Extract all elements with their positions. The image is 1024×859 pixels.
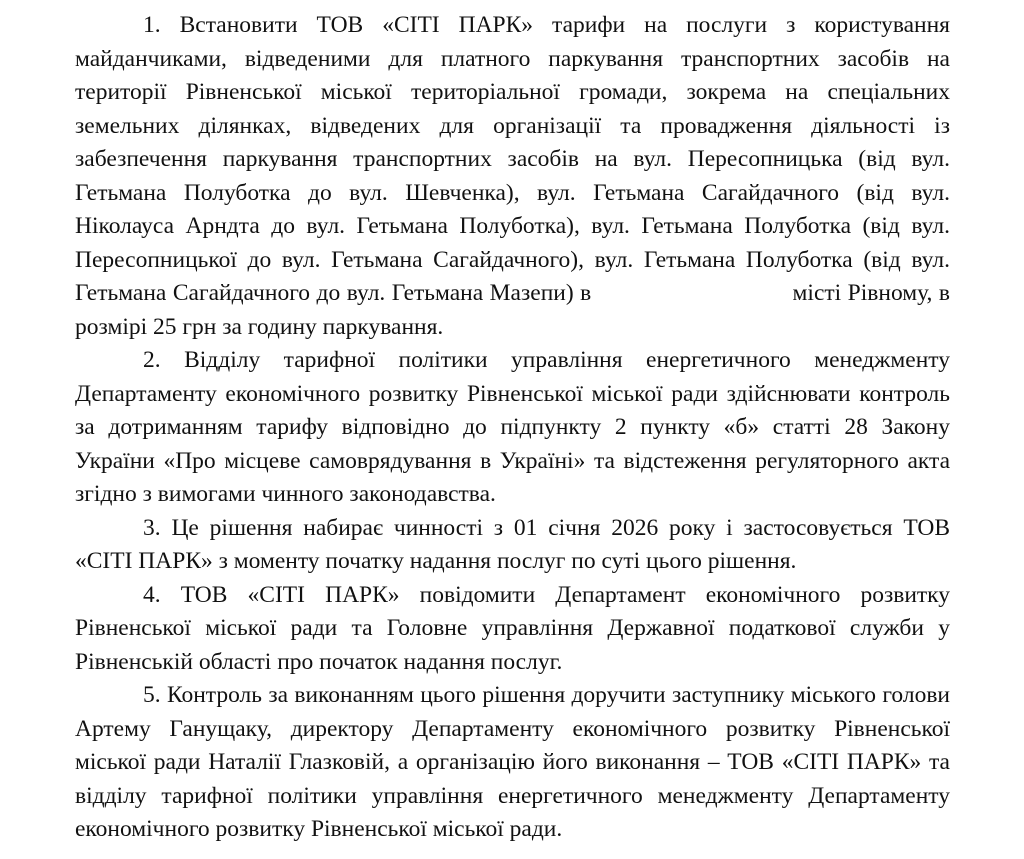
clause-text: Встановити ТОВ «СІТІ ПАРК» тарифи на послуги з користування майданчиками, відведеними для платного паркування транспортних засобів на території Рівненської міської територіальної громади, зокрема на спеціальних земельних ділянках, відведених для організації та провадження діяльності із забезпечення паркування транспортних засобів на вул. Пересопницька (від вул. Гетьмана Полуботка до вул. Шевченка), вул. Гетьмана Сагайдачного (від вул. Ніколауса Арндта до вул. Гетьмана Полуботка), вул. Гетьмана Полуботка (від вул. Пересопницької до вул. Гетьмана Сагайдачного), вул. Гетьмана Полуботка (від вул. Гетьмана Сагайдачного до вул. Гетьмана Мазепи) в місті Рівному, в розмірі 25 грн за годину паркування. (75, 12, 956, 340)
clause-5 (75, 679, 950, 847)
clause-1 (75, 9, 956, 344)
clause-number: 1. (143, 12, 161, 38)
clause-number: 3. (143, 514, 161, 541)
clause-number: 2. (143, 347, 161, 373)
clause-3 (75, 512, 950, 579)
clause-text: Контроль за виконанням цього рішення доручити заступнику міського голови Артему Ганущаку, директору Департаменту економічного розвитку Рівненської міської ради Наталії Глазковій, а організацію його виконання – ТОВ «СІТІ ПАРК» та відділу тарифної політики управління енергетичного менеджменту Департаменту економічного розвитку Рівненської міської ради. (75, 682, 951, 842)
clause-number: 5. (143, 682, 161, 708)
clause-text: Це рішення набирає чинності з 01 січня 2026 року і застосовується ТОВ «СІТІ ПАРК» з моменту початку надання послуг по суті цього рішення. (75, 514, 951, 574)
clause-text: Відділу тарифної політики управління енергетичного менеджменту Департаменту економічного розвитку Рівненської міської ради здійснювати контроль за дотриманням тарифу відповідно до підпункту 2 пункту «б» статті 28 Закону України «Про місцеве самоврядування в Україні» та відстеження регуляторного акта згідно з вимогами чинного законодавства. (75, 347, 950, 507)
clause-4 (75, 579, 950, 680)
clause-text: ТОВ «СІТІ ПАРК» повідомити Департамент економічного розвитку Рівненської міської ради та Головне управління Державної податкової служби у Рівненській області про початок надання послуг. (75, 581, 950, 675)
clause-number: 4. (143, 581, 161, 608)
decision-text (75, 9, 956, 847)
clause-2 (75, 344, 950, 512)
